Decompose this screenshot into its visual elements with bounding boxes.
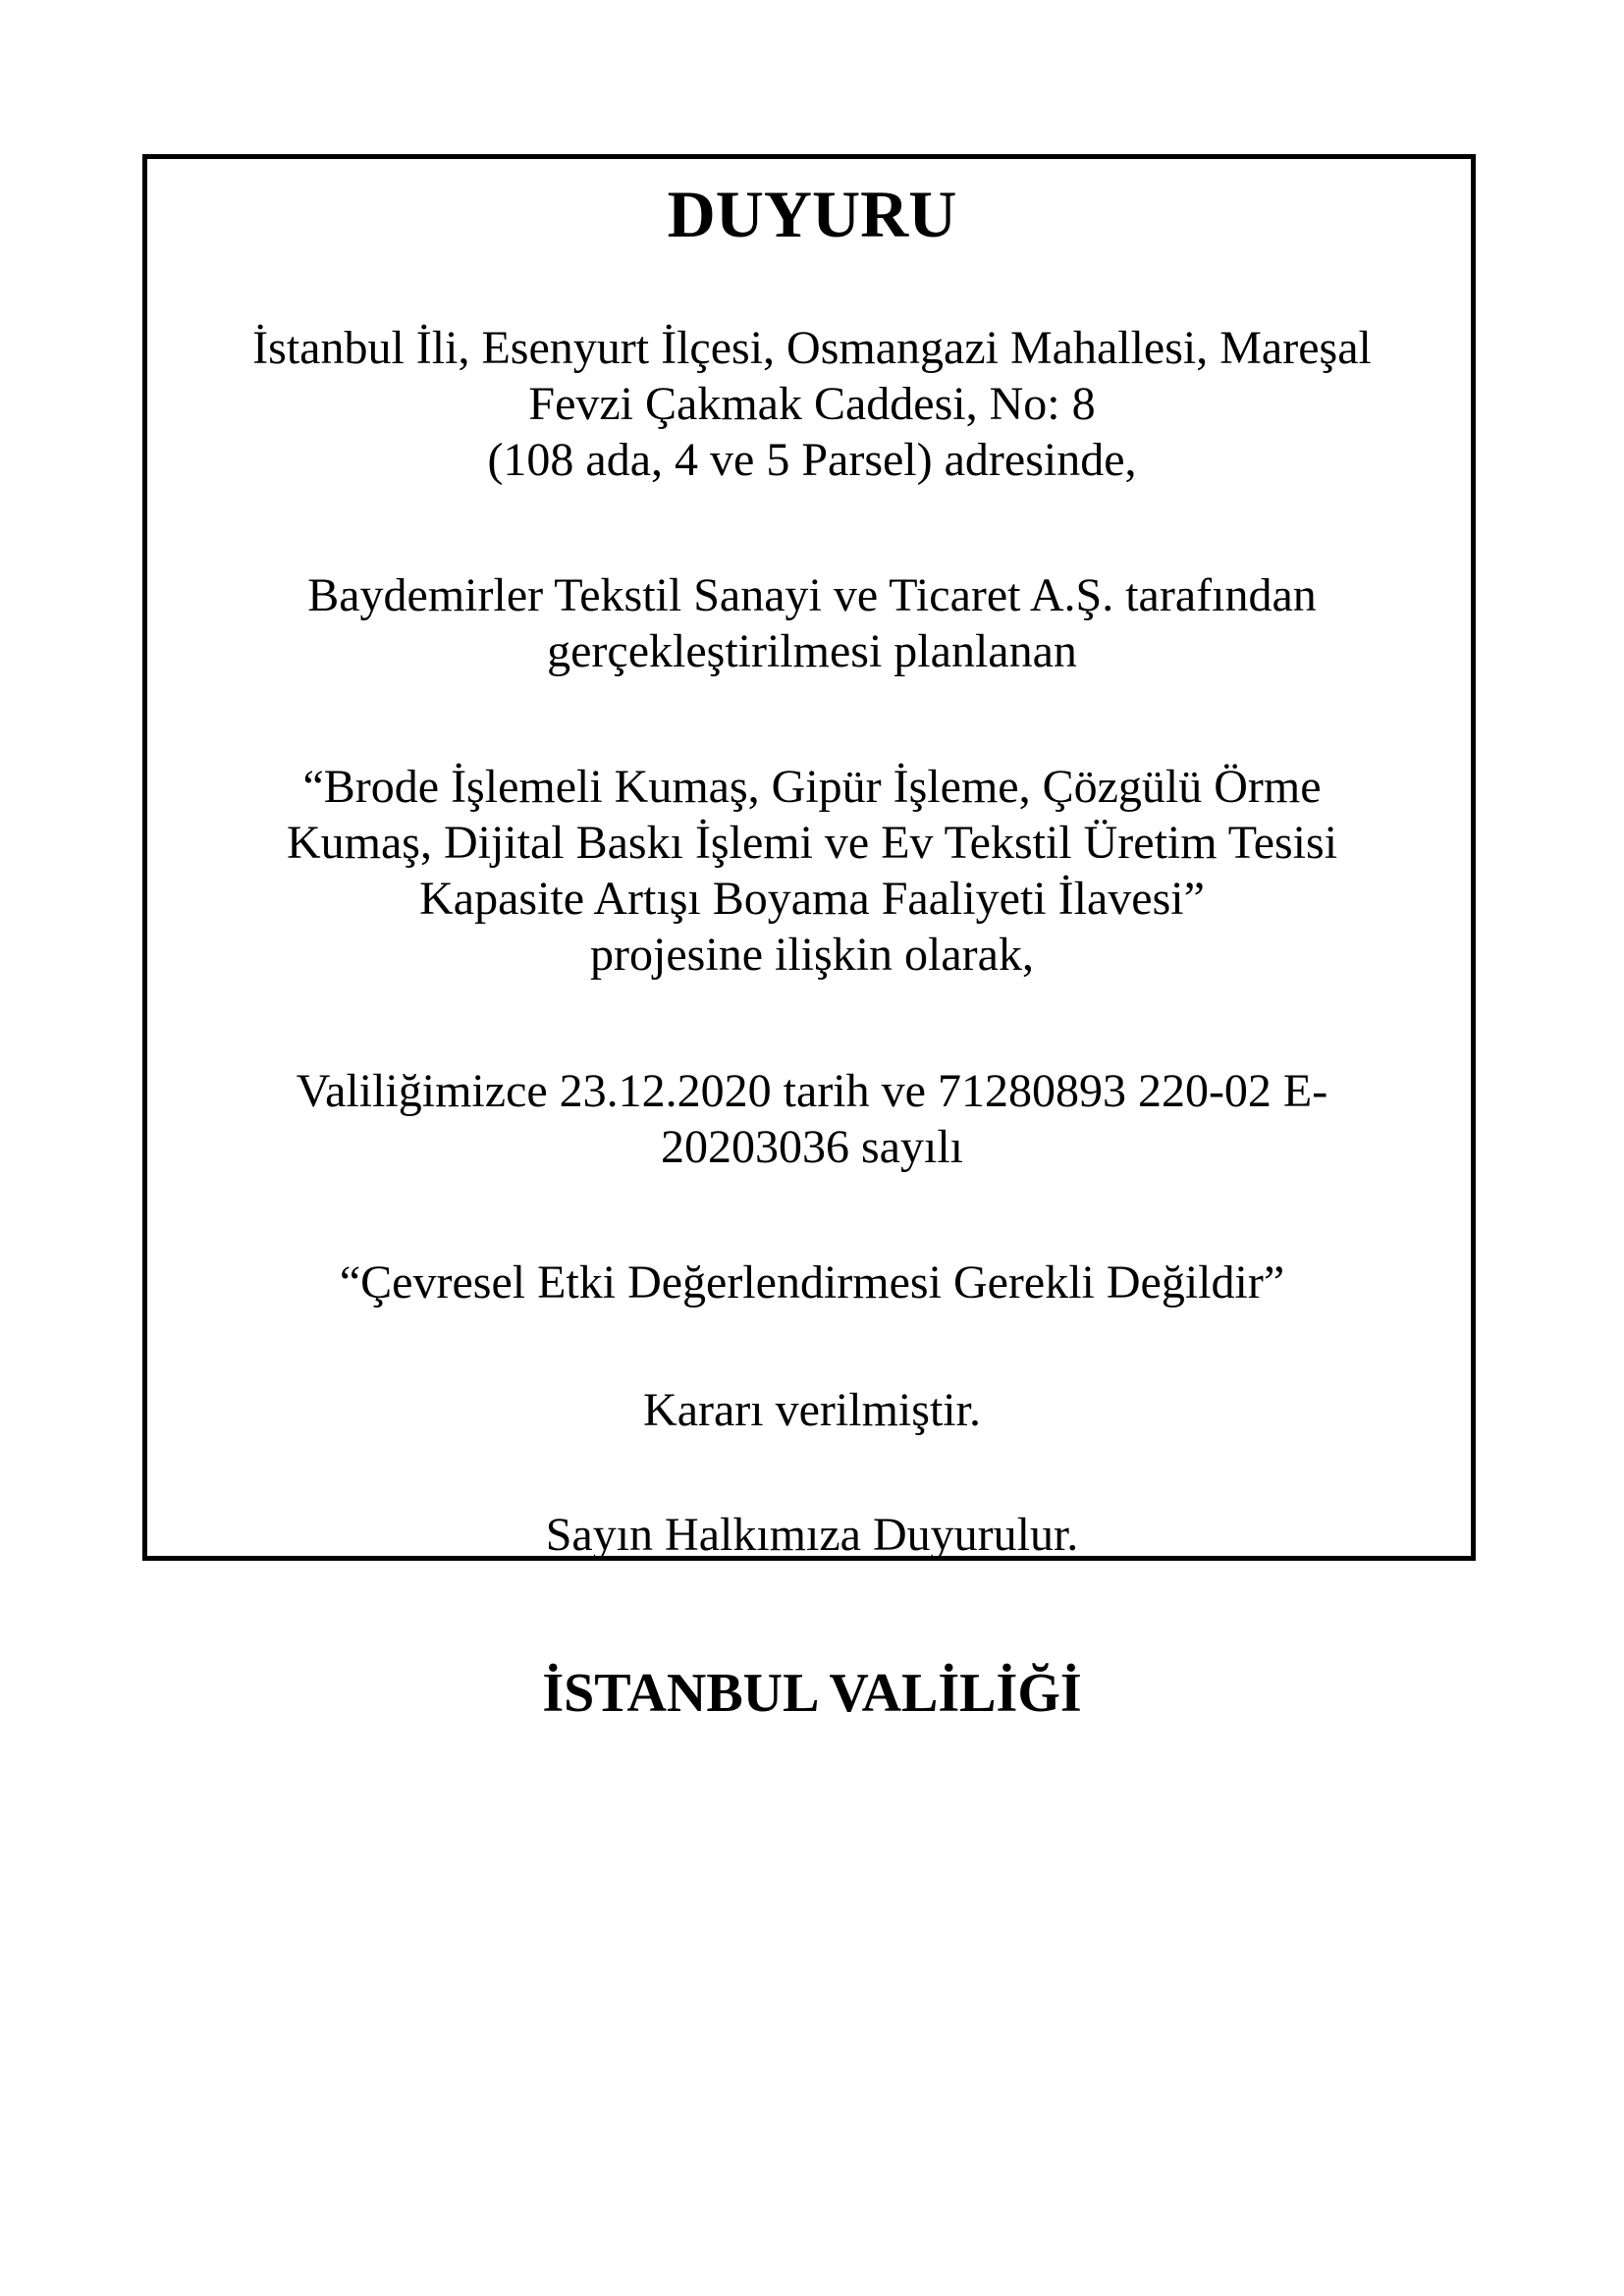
address-line: İstanbul İli, Esenyurt İlçesi, Osmangazi Mahallesi, Mareşal [252, 322, 1372, 374]
decision-date-line: 20203036 sayılı [661, 1121, 963, 1173]
decision-date-paragraph [0, 1063, 1624, 1175]
decision-result: Kararı verilmiştir. [643, 1384, 981, 1436]
address-line: (108 ada, 4 ve 5 Parsel) adresinde, [487, 434, 1137, 486]
company-line: Baydemirler Tekstil Sanayi ve Ticaret A.Ş. tarafından [307, 569, 1317, 621]
closing-line: Sayın Halkımıza Duyurulur. [545, 1509, 1079, 1561]
decision-quote: “Çevresel Etki Değerlendirmesi Gerekli Değildir” [339, 1256, 1285, 1308]
project-line: Kumaş, Dijital Baskı İşlemi ve Ev Tekstil Üretim Tesisi [286, 817, 1338, 869]
notice-title: DUYURU [667, 177, 957, 251]
address-line: Fevzi Çakmak Caddesi, No: 8 [528, 378, 1096, 430]
signature-authority: İSTANBUL VALİLİĞİ [542, 1663, 1082, 1724]
address-paragraph [0, 320, 1624, 488]
company-paragraph [0, 567, 1624, 679]
company-line: gerçekleştirilmesi planlanan [547, 625, 1077, 677]
project-paragraph [0, 759, 1624, 983]
project-line: Kapasite Artışı Boyama Faaliyeti İlavesi” [419, 873, 1205, 925]
decision-date-line: Valiliğimizce 23.12.2020 tarih ve 71280893 220-02 E- [296, 1065, 1328, 1117]
project-line: “Brode İşlemeli Kumaş, Gipür İşleme, Çözgülü Örme [302, 761, 1322, 813]
project-line: projesine ilişkin olarak, [590, 929, 1034, 981]
